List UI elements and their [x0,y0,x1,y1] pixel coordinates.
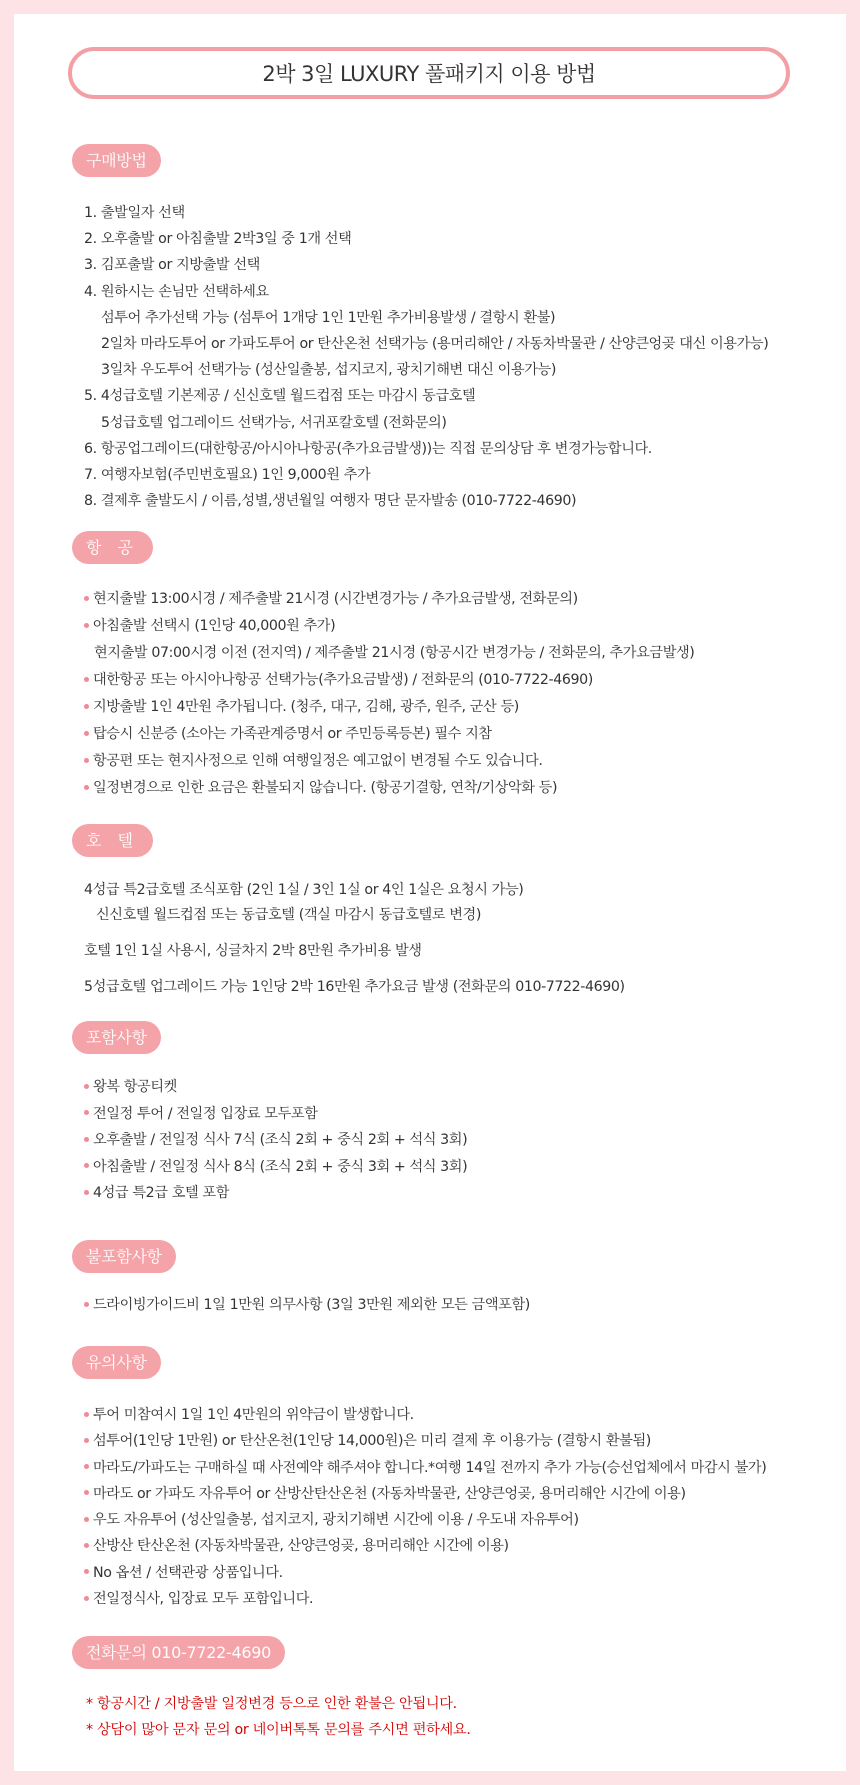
list-item: 3. 김포출발 or 지방출발 선택 [84,257,260,274]
list-item: 1. 출발일자 선택 [84,205,185,221]
bullet-icon [84,1569,89,1574]
list-item: 전일정 투어 / 전일정 입장료 모두포함 [84,1101,467,1128]
hotel-list [84,878,625,1000]
list-item: 전일정식사, 입장료 모두 포함입니다. [84,1586,766,1612]
bullet-icon [84,731,89,736]
bullet-icon [84,1163,89,1168]
bullet-icon [84,1137,89,1142]
list-item: 호텔 1인 1실 사용시, 싱글차지 2박 8만원 추가비용 발생 [84,943,422,959]
refund-warning: * 항공시간 / 지방출발 일정변경 등으로 인한 환불은 안됩니다. [86,1696,457,1712]
list-item: 섬투어(1인당 1만원) or 탄산온천(1인당 14,000원)은 미리 결제 후 이용가능 (결항시 환불됨) [84,1428,766,1454]
list-item: 4성급 특2급호텔 조식포함 (2인 1실 / 3인 1실 or 4인 1실은 요청시 가능) [84,882,524,898]
list-item: 드라이빙가이드비 1일 1만원 의무사항 (3일 3만원 제외한 모든 금액포함) [84,1292,530,1319]
contact-tip: * 상담이 많아 문자 문의 or 네이버톡톡 문의를 주시면 편하세요. [86,1722,471,1738]
list-item: 투어 미참여시 1일 1인 4만원의 위약금이 발생합니다. [84,1402,766,1428]
list-item: 6. 항공업그레이드(대한항공/아시아나항공(추가요금발생))는 직접 문의상담 후 변경가능합니다. [84,440,652,457]
list-item: 3일차 우도투어 선택가능 (성산일출봉, 섭지코지, 광치기해변 대신 이용가능) [101,362,557,379]
bullet-icon [84,1596,89,1601]
flight-list [84,586,694,802]
list-item: 현지출발 13:00시경 / 제주출발 21시경 (시간변경가능 / 추가요금발생, 전화문의) [84,586,694,613]
list-item: 5성급호텔 업그레이드 가능 1인당 2박 16만원 추가요금 발생 (전화문의 010-7722-4690) [84,979,625,995]
hotel-section [72,824,153,857]
excluded-list [84,1292,530,1319]
list-item: 섬투어 추가선택 가능 (섬투어 1개당 1인 1만원 추가비용발생 / 결항시 환불) [101,309,556,326]
bullet-icon [84,1543,89,1548]
bullet-icon [84,785,89,790]
included-list [84,1074,467,1207]
purchase-label: 구매방법 [72,144,161,177]
bullet-icon [84,1084,89,1089]
list-item: 5. 4성급호텔 기본제공 / 신신호텔 월드컵점 또는 마감시 동급호텔 [84,388,476,405]
included-label: 포함사항 [72,1021,161,1054]
list-item: 지방출발 1인 4만원 추가됩니다. (청주, 대구, 김해, 광주, 원주, 군산 등) [84,694,694,721]
list-item: 왕복 항공티켓 [84,1074,467,1101]
bullet-icon [84,677,89,682]
contact-notes [86,1691,471,1743]
page-title: 2박 3일 LUXURY 풀패키지 이용 방법 [68,47,790,99]
list-item: No 옵션 / 선택관광 상품입니다. [84,1560,766,1586]
list-item: 2일차 마라도투어 or 가파도투어 or 탄산온천 선택가능 (용머리해안 / 자동차박물관 / 산양큰엉곶 대신 이용가능) [101,336,769,353]
bullet-icon [84,623,89,628]
notes-label: 유의사항 [72,1346,161,1379]
list-item: 마라도/가파도는 구매하실 때 사전예약 해주셔야 합니다.*여행 14일 전까지 추가 가능(승선업체에서 마감시 불가) [84,1455,766,1481]
list-item: 5성급호텔 업그레이드 선택가능, 서귀포칼호텔 (전화문의) [101,414,447,431]
bullet-icon [84,1464,89,1469]
list-item: 7. 여행자보험(주민번호필요) 1인 9,000원 추가 [84,467,371,484]
bullet-icon [84,758,89,763]
list-item: 산방산 탄산온천 (자동차박물관, 산양큰엉곶, 용머리해안 시간에 이용) [84,1533,766,1559]
bullet-icon [84,1110,89,1115]
list-item: 탑승시 신분증 (소아는 가족관계증명서 or 주민등록등본) 필수 지참 [84,721,694,748]
flight-label: 항공 [72,531,153,564]
flight-section [72,531,153,564]
list-item: 오후출발 / 전일정 식사 7식 (조식 2회 + 중식 2회 + 석식 3회) [84,1127,467,1154]
notes-section [72,1346,161,1379]
list-item: 항공편 또는 현지사정으로 인해 여행일정은 예고없이 변경될 수도 있습니다. [84,748,694,775]
bullet-icon [84,704,89,709]
notes-list [84,1402,766,1612]
list-item: 2. 오후출발 or 아침출발 2박3일 중 1개 선택 [84,231,352,248]
list-item: 일정변경으로 인한 요금은 환불되지 않습니다. (항공기결항, 연착/기상악화 등) [84,775,694,802]
included-section [72,1021,161,1054]
bullet-icon [84,596,89,601]
list-item: 4성급 특2급 호텔 포함 [84,1180,467,1207]
bullet-icon [84,1517,89,1522]
list-item: 신신호텔 월드컵점 또는 동급호텔 (객실 마감시 동급호텔로 변경) [96,907,481,923]
contact-section [72,1636,285,1669]
list-item: 4. 원하시는 손님만 선택하세요 [84,283,269,300]
bullet-icon [84,1190,89,1195]
hotel-label: 호텔 [72,824,153,857]
bullet-icon [84,1302,89,1307]
contact-phone-label[interactable]: 전화문의 010-7722-4690 [72,1636,285,1669]
list-item: 마라도 or 가파도 자유투어 or 산방산탄산온천 (자동차박물관, 산양큰엉곶, 용머리해안 시간에 이용) [84,1481,766,1507]
purchase-section [72,144,161,177]
list-item: 8. 결제후 출발도시 / 이름,성별,생년월일 여행자 명단 문자발송 (010-7722-4690) [84,493,577,510]
list-item: 아침출발 선택시 (1인당 40,000원 추가) [84,613,694,640]
excluded-label: 불포함사항 [72,1240,176,1273]
list-item: 현지출발 07:00시경 이전 (전지역) / 제주출발 21시경 (항공시간 변경가능 / 전화문의, 추가요금발생) [94,645,695,661]
excluded-section [72,1240,176,1273]
bullet-icon [84,1412,89,1417]
list-item: 대한항공 또는 아시아나항공 선택가능(추가요금발생) / 전화문의 (010-7722-4690) [84,667,694,694]
purchase-list [84,200,768,514]
bullet-icon [84,1438,89,1443]
list-item: 아침출발 / 전일정 식사 8식 (조식 2회 + 중식 3회 + 석식 3회) [84,1154,467,1181]
content-card [14,14,846,1771]
bullet-icon [84,1490,89,1495]
list-item: 우도 자유투어 (성산일출봉, 섭지코지, 광치기해변 시간에 이용 / 우도내 자유투어) [84,1507,766,1533]
